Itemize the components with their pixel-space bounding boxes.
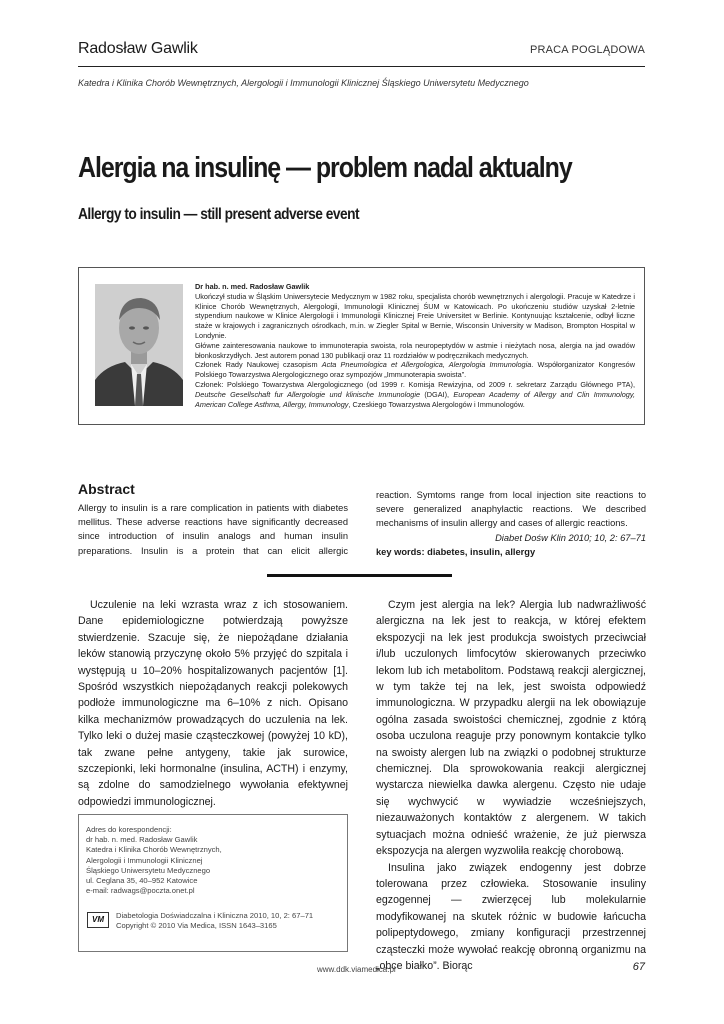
- bio-author-name: Dr hab. n. med. Radosław Gawlik: [195, 282, 310, 291]
- page-number: 67: [632, 961, 645, 973]
- abstract-heading: Abstract: [78, 481, 135, 497]
- bio-paragraph: Ukończył studia w Śląskim Uniwersytecie Medycznym w 1982 roku, specjalista chorób wewnętrznych i alergologii. Pracuje w Katedrze i Klinice Chorób Wewnętrznych, Alergologii, Immunologii Klinicznej ŚUM w Katowicach. Po ukończeniu studiów uzyskał 2-letnie stypendium naukowe w Klinice Alergologii i Immunologii Klinicznej Freie Universitet w Berlinie. Kontynuując kształcenie, odbył liczne staże w krajowych i zagranicznych ośrodkach, m.in. w Ziegler Spital w Bernie, Wisconsin University w Madison, Brompton Hospital w Londynie.: [195, 291, 635, 340]
- address-line: Alergologii i Immunologii Klinicznej: [86, 855, 203, 865]
- abstract-text-right: [376, 488, 646, 559]
- address-line: Katedra i Klinika Chorób Wewnętrznych,: [86, 845, 222, 855]
- bio-paragraph: Członek: Polskiego Towarzystwa Alergologicznego (od 1999 r. Komisja Rewizyjna, od 2009 r. sekretarz Zarządu Głównego PTA), Deutsche Gesellschaft fur Allergologie und klinische Immunologie (DGAI), European Academy of Allergy and Clin Immunology, American College Asthma, Allergy, Immunology, Czeskiego Towarzystwa Alergologów i Immunologów.: [195, 379, 635, 409]
- article-subtitle: Allergy to insulin — still present adverse event: [78, 206, 360, 223]
- citation: Diabet Dośw Klin 2010; 10, 2: 67–71: [495, 532, 646, 543]
- header-divider: [78, 66, 645, 67]
- abstract-continuation: reaction. Symtoms range from local injection site reactions to severe generalized anaphylactic reactions. We described mechanisms of insulin allergy and cases of allergic reactions.: [376, 490, 646, 529]
- article-title: Alergia na insulinę — problem nadal aktualny: [78, 152, 572, 184]
- journal-name: Diabetologia Doświadczalna i Kliniczna 2010, 10, 2: 67–71: [116, 911, 314, 920]
- author-photo: [95, 284, 183, 406]
- body-paragraph: Insulina jako związek endogenny jest dobrze tolerowana przez człowieka. Stosowanie insuliny egzogennej — zwierzęcej lub molekularnie modyfikowanej na skutek różnic w budowie łańcucha polipeptydowego, zmiany konfiguracji przestrzennej cząsteczki może wywołać reakcję obronną organizmu na „obce białko”. Biorąc: [376, 861, 646, 972]
- journal-info: [116, 911, 346, 931]
- keywords: key words: diabetes, insulin, allergy: [376, 546, 536, 557]
- correspondence-address: [86, 825, 341, 896]
- running-head-author: Radosław Gawlik: [78, 40, 198, 57]
- author-bio: [195, 282, 635, 409]
- abstract-text-left: Allergy to insulin is a rare complication in patients with diabetes mellitus. These adverse reactions have significantly decreased since introduction of insulin analogs and human insulin preparations. Insulin is a protein that can elicit allergic: [78, 503, 348, 556]
- email-line: e-mail: radwags@poczta.onet.pl: [86, 886, 195, 896]
- section-label: PRACA POGLĄDOWA: [529, 44, 645, 56]
- body-column-right: [376, 597, 646, 974]
- via-medica-logo: VM: [87, 912, 109, 928]
- address-line: Śląskiego Uniwersytetu Medycznego: [86, 865, 211, 875]
- address-line: ul. Ceglana 35, 40–952 Katowice: [86, 876, 198, 886]
- portrait-image: [95, 284, 183, 406]
- address-line: Adres do korespondencji:: [86, 825, 172, 834]
- bio-paragraph: Członek Rady Naukowej czasopism Acta Pneumologica et Allergologica, Alergologia Immunologia. Współorganizator Kongresów Polskiego Towarzystwa Alergologicznego oraz sympozjów „Immunoterapia swoista”.: [195, 360, 636, 380]
- copyright: Copyright © 2010 Via Medica, ISSN 1643–3165: [116, 921, 277, 931]
- body-paragraph: Uczulenie na leki wzrasta wraz z ich stosowaniem. Dane epidemiologiczne potwierdzają powyższe stwierdzenie. Szacuje się, że niepożądane działania leków stanowią przyczynę około 5% przyjęć do szpitala i występują u 10–20% hospitalizowanych pacjentów [1]. Spośród wszystkich niepożądanych reakcji polekowych podłoże immunologiczne ma 6–10% z nich. Opisano kilka mechanizmów prowadzących do uczulenia na lek. Tylko leki o dużej masie cząsteczkowej (powyżej 10 kD), tak zwane pełne antygeny, takie jak surowice, szczepionki, leki hormonalne (insulina, ACTH) i enzymy, są zdolne do samodzielnego wywołania efektywnej odpowiedzi immunologicznej.: [78, 599, 348, 808]
- section-divider: [267, 574, 452, 577]
- affiliation: Katedra i Klinika Chorób Wewnętrznych, Alergologii i Immunologii Klinicznej Śląskiego Uniwersytetu Medycznego: [78, 78, 529, 88]
- bio-paragraph: Główne zainteresowania naukowe to immunoterapia swoista, rola neuropeptydów w astmie i nieżytach nosa, alergia na jad owadów błonkoskrzydłych. Jest autorem ponad 130 publikacji oraz 11 rozdziałów w podręcznikach medycznych.: [195, 340, 635, 360]
- footer-url: www.ddk.viamedica.pl: [317, 965, 396, 974]
- body-paragraph: Czym jest alergia na lek? Alergia lub nadwrażliwość alergiczna na lek jest to reakcja, w której efektem ekspozycji na lek jest produkcja swoistych przeciwciał i/lub uczulonych limfocytów skierowanych przeciwko lekom lub ich metabolitom. Podstawą reakcji alergicznej, w tym także tej na lek, jest swoista odpowiedź immunologiczna. W przypadku alergii na lek obowiązuje ogólna zasada swoistości chemicznej, zgodnie z którą osoba uczulona reaguje przy ponownym kontakcie tylko na swoisty alergen lub na związki o podobnej strukturze chemicznej. Dla sprowokowania reakcji alergicznej wystarcza niewielka dawka alergenu. Często nie udaje się wychwycić w wywiadzie wcześniejszych, niezauważonych kontaktów z alergenem. W takich sytuacjach można odnieść wrażenie, że już pierwsza ekspozycja na alergen wyzwoliła reakcję chorobową.: [376, 599, 646, 858]
- address-line: dr hab. n. med. Radosław Gawlik: [86, 835, 198, 845]
- body-column-left: [78, 597, 348, 810]
